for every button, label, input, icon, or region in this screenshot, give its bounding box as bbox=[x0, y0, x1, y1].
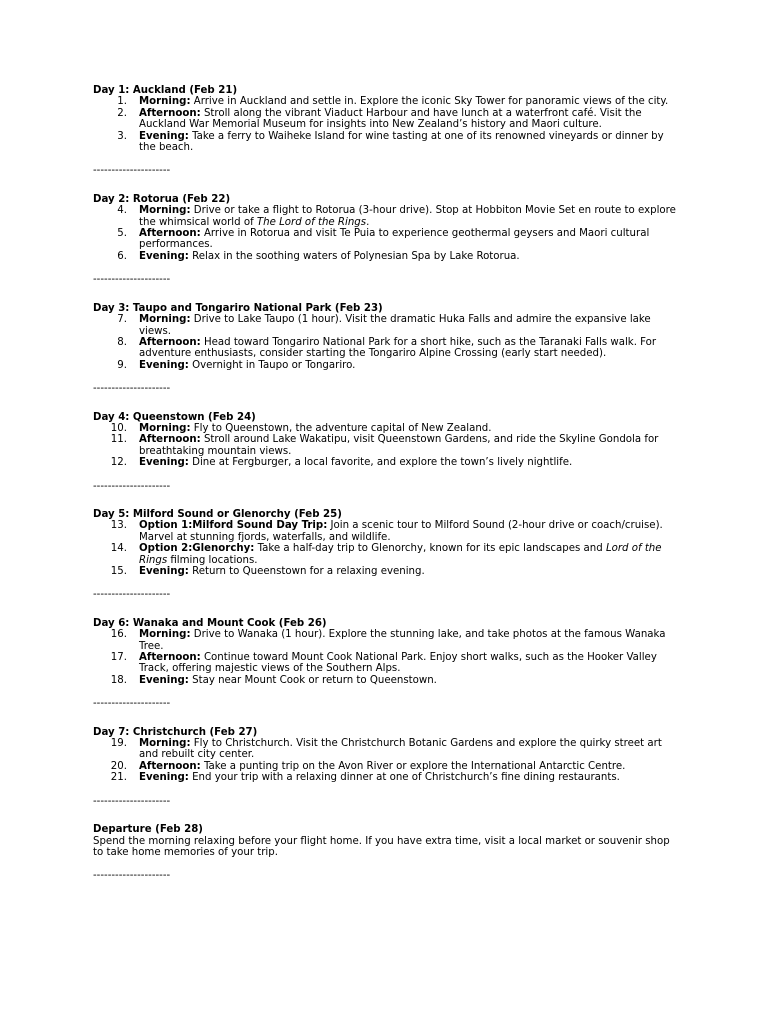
separator: --------------------- bbox=[93, 698, 171, 710]
item-number: 18. bbox=[110, 674, 127, 686]
item-text: Take a ferry to Waiheke Island for wine tasting at one of its renowned vineyards or dinner by the beach. bbox=[139, 130, 664, 154]
day-title: Day 5: Milford Sound or Glenorchy (Feb 25) bbox=[93, 508, 342, 520]
time-label: Evening: bbox=[139, 566, 189, 577]
list-item bbox=[93, 434, 683, 457]
item-text: Stroll along the vibrant Viaduct Harbour and have lunch at a waterfront café. Visit the Auckland War Memorial Museum for insights into New Zealand’s history and Maori culture. bbox=[139, 107, 642, 131]
time-label: Afternoon: bbox=[139, 228, 201, 240]
activity-list bbox=[93, 629, 683, 686]
item-number: 21. bbox=[110, 772, 127, 784]
item-text: Dine at Fergburger, a local favorite, and explore the town’s lively nightlife. bbox=[188, 457, 573, 469]
list-item bbox=[93, 131, 683, 154]
time-label: Morning: bbox=[139, 738, 191, 750]
time-label: Afternoon: bbox=[139, 434, 201, 446]
item-text: Fly to Christchurch. Visit the Christchurch Botanic Gardens and explore the quirky street art and rebuilt city center. bbox=[139, 738, 662, 761]
separator: --------------------- bbox=[93, 870, 171, 882]
separator: --------------------- bbox=[93, 383, 171, 395]
item-text: Drive or take a flight to Rotorua (3-hour drive). Stop at Hobbiton Movie Set en route to explore the whimsical world of bbox=[139, 205, 676, 228]
day-title: Day 2: Rotorua (Feb 22) bbox=[93, 193, 231, 205]
italic-title: Lord of the Rings bbox=[139, 543, 662, 566]
list-item bbox=[93, 520, 683, 543]
separator: --------------------- bbox=[93, 480, 171, 492]
day-title: Day 6: Wanaka and Mount Cook (Feb 26) bbox=[93, 617, 327, 629]
time-label: Afternoon: bbox=[139, 652, 201, 664]
time-label: Option 1:Milford Sound Day Trip: bbox=[139, 520, 328, 532]
day-section-5 bbox=[93, 509, 683, 601]
item-number: 19. bbox=[110, 738, 127, 750]
item-text: Head toward Tongariro National Park for a short hike, such as the Taranaki Falls walk. For adventure enthusiasts, consider starting the Tongariro Alpine Crossing (early start needed). bbox=[139, 336, 657, 360]
item-text: Join a scenic tour to Milford Sound (2-hour drive or coach/cruise). Marvel at stunning fjords, waterfalls, and wildlife. bbox=[139, 520, 663, 543]
list-item bbox=[93, 675, 683, 686]
time-label: Morning: bbox=[139, 422, 191, 434]
time-label: Evening: bbox=[139, 359, 189, 371]
item-number: 1. bbox=[117, 96, 127, 108]
item-number: 3. bbox=[117, 130, 127, 142]
list-item bbox=[93, 205, 683, 228]
time-label: Morning: bbox=[139, 96, 191, 108]
time-label: Afternoon: bbox=[139, 107, 201, 119]
time-label: Evening: bbox=[139, 674, 189, 686]
separator: --------------------- bbox=[93, 589, 171, 601]
time-label: Option 2:Glenorchy: bbox=[139, 543, 255, 555]
item-text: Take a punting trip on the Avon River or explore the International Antarctic Centre. bbox=[200, 760, 626, 772]
list-item bbox=[93, 314, 683, 337]
day-title: Day 7: Christchurch (Feb 27) bbox=[93, 726, 258, 738]
day-section-1 bbox=[93, 85, 683, 177]
time-label: Afternoon: bbox=[139, 336, 201, 348]
list-item bbox=[93, 652, 683, 675]
time-label: Morning: bbox=[139, 205, 191, 217]
item-number: 20. bbox=[110, 760, 127, 772]
departure-section bbox=[93, 824, 683, 882]
activity-list bbox=[93, 96, 683, 153]
day-title: Day 4: Queenstown (Feb 24) bbox=[93, 411, 256, 423]
time-label: Morning: bbox=[139, 314, 191, 326]
italic-title: The Lord of the Rings bbox=[256, 216, 367, 228]
item-text-end: . bbox=[366, 216, 370, 228]
list-item bbox=[93, 337, 683, 360]
time-label: Evening: bbox=[139, 772, 189, 784]
list-item bbox=[93, 457, 683, 468]
list-item bbox=[93, 566, 683, 577]
day-title: Day 1: Auckland (Feb 21) bbox=[93, 85, 238, 96]
item-text: Overnight in Taupo or Tongariro. bbox=[188, 359, 356, 371]
item-text: Fly to Queenstown, the adventure capital of New Zealand. bbox=[190, 422, 492, 434]
time-label: Evening: bbox=[139, 130, 189, 142]
item-number: 16. bbox=[110, 629, 127, 641]
day-section-7 bbox=[93, 727, 683, 807]
item-number: 11. bbox=[110, 434, 127, 446]
list-item bbox=[93, 423, 683, 434]
list-item bbox=[93, 761, 683, 772]
item-number: 14. bbox=[110, 543, 127, 555]
list-item bbox=[93, 629, 683, 652]
list-item bbox=[93, 772, 683, 783]
item-number: 2. bbox=[117, 107, 127, 119]
list-item bbox=[93, 108, 683, 131]
item-text: Drive to Wanaka (1 hour). Explore the stunning lake, and take photos at the famous Wanaka Tree. bbox=[139, 629, 666, 652]
item-text: Stroll around Lake Wakatipu, visit Queenstown Gardens, and ride the Skyline Gondola for breathtaking mountain views. bbox=[139, 434, 659, 457]
item-text: Return to Queenstown for a relaxing evening. bbox=[188, 566, 425, 577]
list-item bbox=[93, 228, 683, 251]
item-number: 9. bbox=[117, 359, 127, 371]
item-text: End your trip with a relaxing dinner at one of Christchurch’s fine dining restaurants. bbox=[188, 772, 620, 784]
item-number: 13. bbox=[110, 520, 127, 532]
time-label: Evening: bbox=[139, 457, 189, 469]
departure-text: Spend the morning relaxing before your flight home. If you have extra time, visit a local market or souvenir shop to take home memories of your trip. bbox=[93, 835, 670, 858]
item-number: 4. bbox=[117, 205, 127, 217]
activity-list bbox=[93, 520, 683, 577]
list-item bbox=[93, 738, 683, 761]
activity-list bbox=[93, 738, 683, 784]
day-section-2 bbox=[93, 194, 683, 286]
list-item bbox=[93, 360, 683, 371]
departure-title: Departure (Feb 28) bbox=[93, 824, 203, 836]
time-label: Evening: bbox=[139, 250, 189, 262]
list-item bbox=[93, 543, 683, 566]
item-number: 17. bbox=[110, 652, 127, 664]
time-label: Afternoon: bbox=[139, 760, 201, 772]
item-text-end: filming locations. bbox=[167, 554, 258, 566]
list-item bbox=[93, 251, 683, 262]
itinerary-document bbox=[93, 85, 683, 899]
time-label: Morning: bbox=[139, 629, 191, 641]
separator: --------------------- bbox=[93, 795, 171, 807]
item-number: 6. bbox=[117, 250, 127, 262]
item-text: Arrive in Auckland and settle in. Explore the iconic Sky Tower for panoramic views of the city. bbox=[190, 96, 669, 108]
item-number: 15. bbox=[110, 566, 127, 577]
item-number: 7. bbox=[117, 314, 127, 326]
day-title: Day 3: Taupo and Tongariro National Park (Feb 23) bbox=[93, 302, 383, 314]
day-section-3 bbox=[93, 303, 683, 395]
activity-list bbox=[93, 423, 683, 469]
item-text: Drive to Lake Taupo (1 hour). Visit the dramatic Huka Falls and admire the expansive lake views. bbox=[139, 314, 651, 337]
list-item bbox=[93, 96, 683, 107]
item-text: Continue toward Mount Cook National Park. Enjoy short walks, such as the Hooker Valley Track, offering majestic views of the Southern Alps. bbox=[139, 652, 657, 675]
separator: --------------------- bbox=[93, 274, 171, 286]
item-number: 5. bbox=[117, 228, 127, 240]
item-text: Take a half-day trip to Glenorchy, known for its epic landscapes and bbox=[254, 543, 606, 555]
item-text: Relax in the soothing waters of Polynesian Spa by Lake Rotorua. bbox=[188, 250, 520, 262]
day-section-6 bbox=[93, 618, 683, 710]
activity-list bbox=[93, 314, 683, 371]
item-text: Arrive in Rotorua and visit Te Puia to experience geothermal geysers and Maori cultural performances. bbox=[139, 228, 650, 251]
item-number: 12. bbox=[110, 457, 127, 469]
item-text: Stay near Mount Cook or return to Queenstown. bbox=[188, 674, 437, 686]
item-number: 10. bbox=[110, 422, 127, 434]
separator: --------------------- bbox=[93, 165, 171, 177]
activity-list bbox=[93, 205, 683, 262]
day-section-4 bbox=[93, 412, 683, 492]
item-number: 8. bbox=[117, 336, 127, 348]
